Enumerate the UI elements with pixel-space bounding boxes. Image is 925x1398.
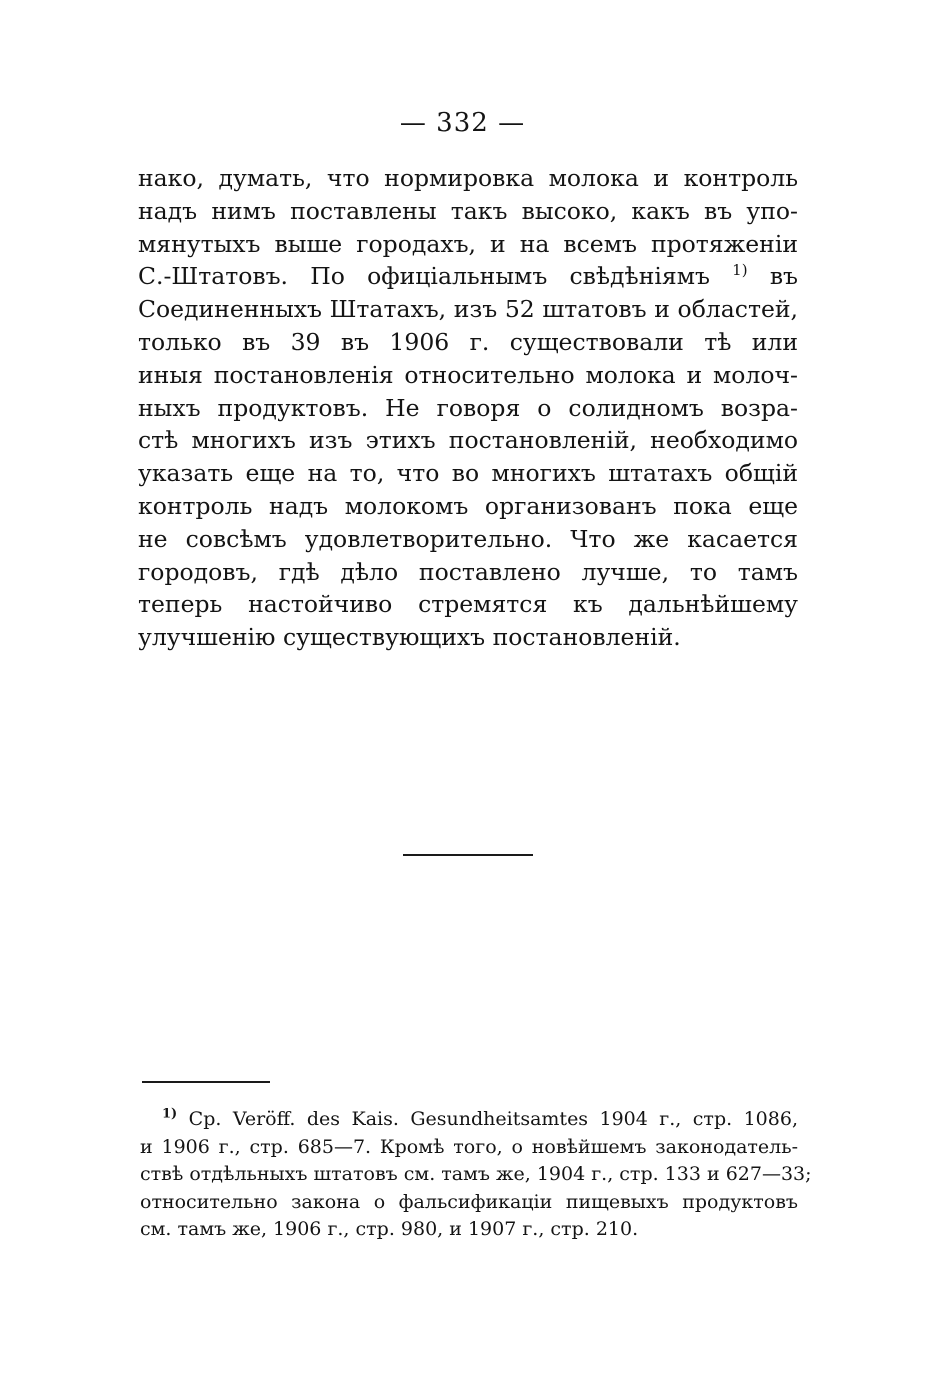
footnotes bbox=[140, 1106, 812, 1244]
text-line-with-footnote bbox=[138, 260, 798, 293]
text-line: ныхъ продуктовъ. Не говоря о солидномъ возра- bbox=[138, 393, 798, 422]
text-line: нако, думать, что нормировка молока и контроль bbox=[138, 164, 798, 192]
footnote-line: см. тамъ же, 1906 г., стр. 980, и 1907 г., стр. 210. bbox=[140, 1218, 639, 1240]
text-line: стѣ многихъ изъ этихъ постановленій, необходимо bbox=[138, 426, 798, 455]
text-line: теперь настойчиво стремятся къ дальнѣйшему bbox=[138, 590, 798, 619]
text-line: мянутыхъ выше городахъ, и на всемъ протяженіи bbox=[138, 229, 798, 258]
footnote-line bbox=[140, 1106, 798, 1134]
text-line: только въ 39 въ 1906 г. существовали тѣ или bbox=[138, 327, 798, 356]
section-divider bbox=[403, 854, 533, 856]
text-line: надъ нимъ поставлены такъ высоко, какъ въ упо- bbox=[138, 196, 798, 225]
text-line: не совсѣмъ удовлетворительно. Что же касается bbox=[138, 524, 798, 553]
page-number: — 332 — bbox=[399, 108, 526, 138]
text-line: городовъ, гдѣ дѣло поставлено лучше, то тамъ bbox=[138, 557, 798, 586]
footnote-line: ствѣ отдѣльныхъ штатовъ см. тамъ же, 1904 г., стр. 133 и 627—33; bbox=[140, 1163, 812, 1185]
text-line: улучшенію существующихъ постановленій. bbox=[138, 623, 681, 652]
text-line: указать еще на то, что во многихъ штатахъ общій bbox=[138, 459, 798, 488]
footnote-text: Ср. Veröff. des Kais. Gesundheitsamtes 1904 г., стр. 1086, bbox=[188, 1108, 798, 1130]
text-line: Соединенныхъ Штатахъ, изъ 52 штатовъ и областей, bbox=[138, 295, 798, 324]
footnote-marker: 1) bbox=[162, 1106, 178, 1122]
footnote-reference: 1) bbox=[732, 261, 748, 280]
text-segment: въ bbox=[769, 262, 798, 291]
footnote-line: относительно закона о фальсификаціи пищевыхъ продуктовъ bbox=[140, 1190, 798, 1213]
text-line: контроль надъ молокомъ организованъ пока еще bbox=[138, 491, 798, 520]
footnote-divider bbox=[142, 1081, 270, 1083]
text-segment: С.-Штатовъ. По офиціальнымъ свѣдѣніямъ bbox=[138, 262, 710, 291]
footnote-line: и 1906 г., стр. 685—7. Кромѣ того, о новѣйшемъ законодатель- bbox=[140, 1135, 798, 1158]
text-line: иныя постановленія относительно молока и молоч- bbox=[138, 360, 798, 389]
body-text bbox=[138, 162, 798, 654]
